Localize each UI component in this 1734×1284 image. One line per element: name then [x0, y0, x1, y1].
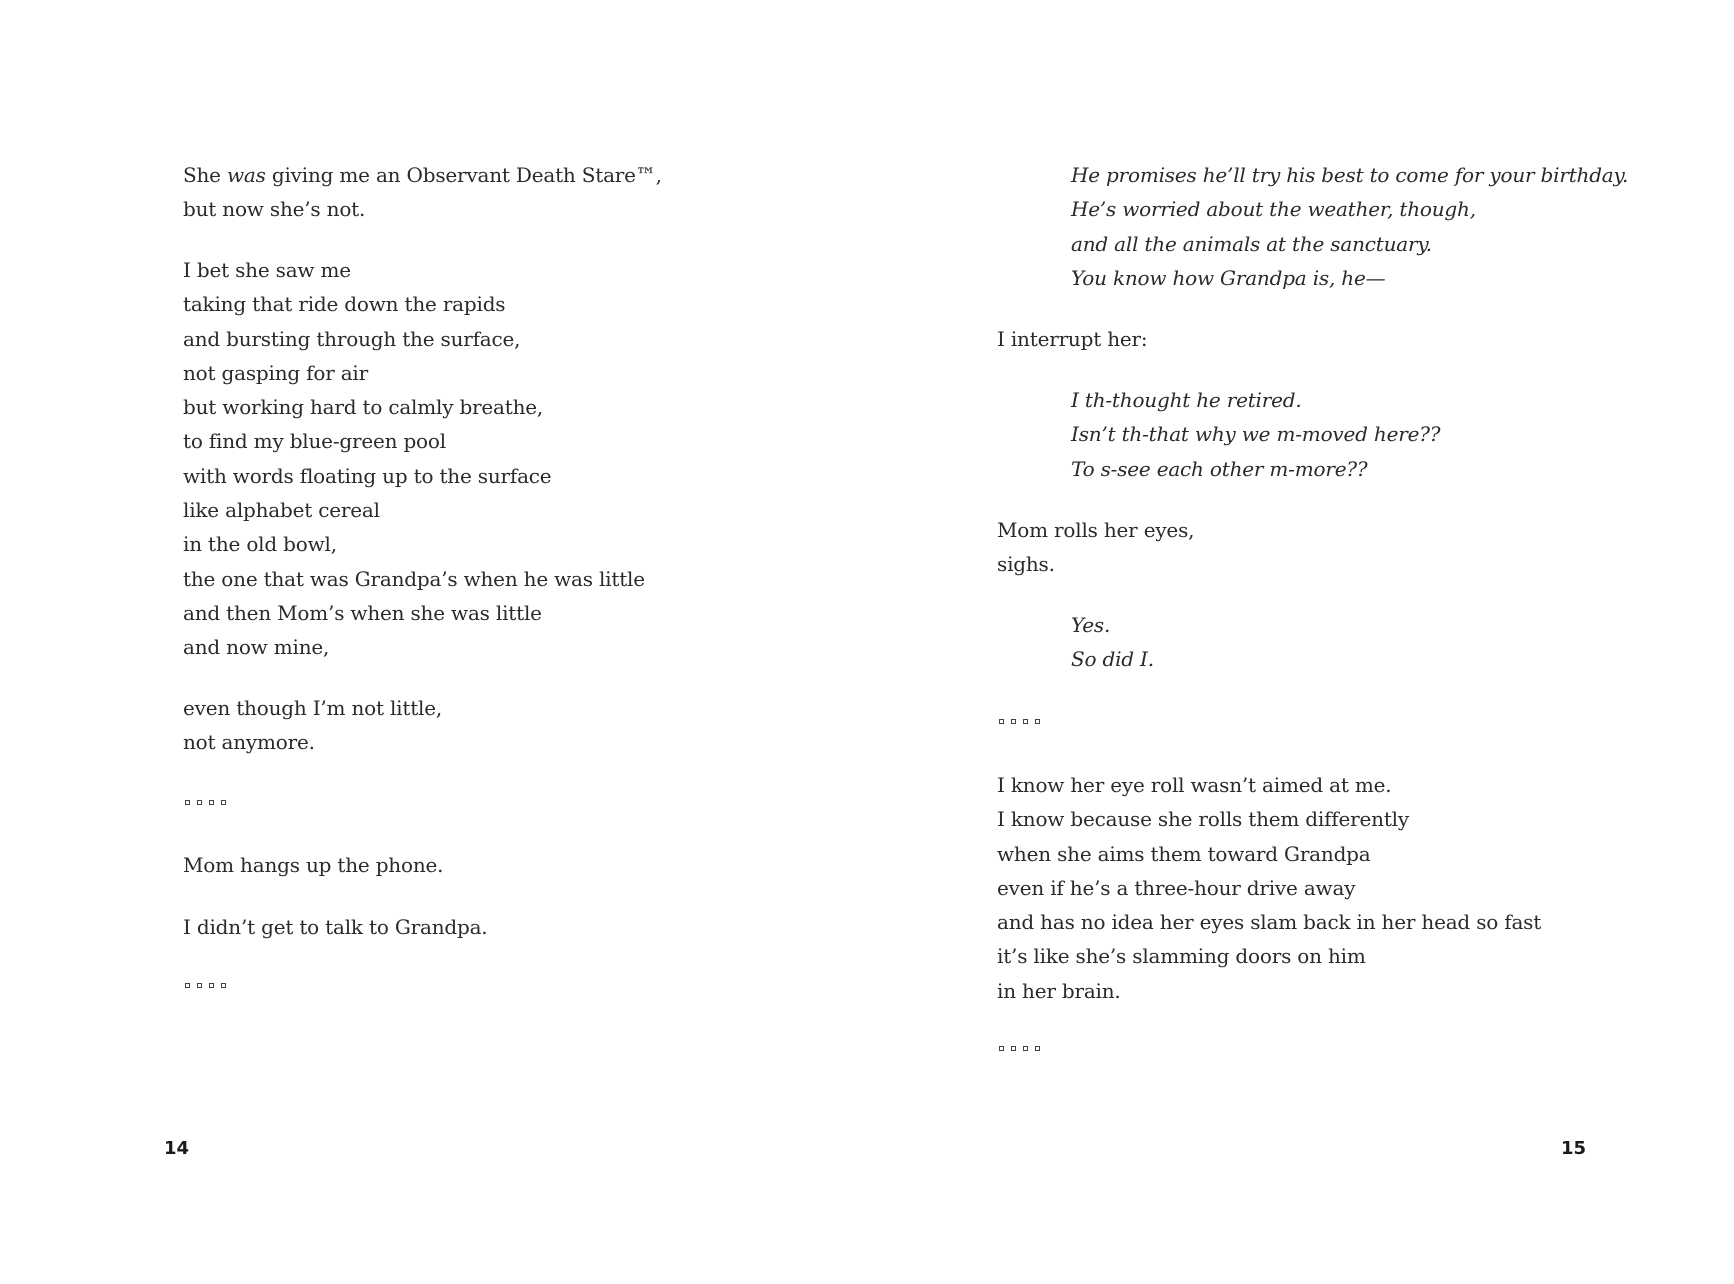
poem-line: sighs.	[997, 552, 1055, 577]
section-break-ornament	[185, 797, 226, 807]
poem-line: and bursting through the surface,	[183, 326, 521, 351]
poem-line: with words floating up to the surface	[183, 463, 552, 488]
stanza-didnt-talk	[183, 910, 487, 944]
poem-line: it’s like she’s slamming doors on him	[997, 944, 1366, 969]
poem-line: to find my blue-green pool	[183, 429, 446, 454]
poem-line: He’s worried about the weather, though,	[1071, 197, 1476, 222]
stanza-stutter-quote	[1071, 383, 1440, 486]
poem-line: and then Mom’s when she was little	[183, 600, 542, 625]
poem-line: not anymore.	[183, 730, 315, 755]
poem-line: taking that ride down the rapids	[183, 292, 506, 317]
poem-line: even though I’m not little,	[183, 696, 443, 720]
poem-line: I interrupt her:	[997, 327, 1148, 351]
poem-line: but now she’s not.	[183, 197, 366, 222]
poem-line: in her brain.	[997, 978, 1121, 1003]
poem-line: I didn’t get to talk to Grandpa.	[183, 915, 488, 939]
poem-line: To s-see each other m-more??	[1071, 456, 1368, 481]
stanza-yes-so-did-i	[1071, 608, 1154, 677]
poem-line: I th-thought he retired.	[1071, 388, 1302, 412]
section-break-ornament	[999, 716, 1040, 726]
stanza-rapids	[183, 253, 645, 665]
poem-line: like alphabet cereal	[183, 498, 380, 523]
poem-line: Mom rolls her eyes,	[997, 518, 1195, 542]
poem-line: He promises he’ll try his best to come for your birthday.	[1071, 163, 1629, 187]
poem-line: You know how Grandpa is, he—	[1071, 265, 1386, 290]
emphasis-text: was	[226, 163, 266, 187]
poem-line: I know her eye roll wasn’t aimed at me.	[997, 773, 1392, 797]
poem-line: I bet she saw me	[183, 258, 351, 282]
poem-line: I know because she rolls them differently	[997, 807, 1409, 832]
poem-line: and has no idea her eyes slam back in her head so fast	[997, 910, 1542, 935]
poem-line: the one that was Grandpa’s when he was little	[183, 566, 645, 591]
stanza-mom-quote-birthday	[1071, 158, 1628, 295]
stanza-not-little	[183, 691, 442, 760]
poem-line: not gasping for air	[183, 360, 368, 385]
stanza-eye-roll	[997, 768, 1541, 1008]
poem-line: Isn’t th-that why we m-moved here??	[1071, 422, 1441, 447]
section-break-ornament	[999, 1043, 1040, 1053]
right-page	[867, 0, 1734, 1284]
stanza-rolls-eyes	[997, 513, 1194, 582]
poem-line: and all the animals at the sanctuary.	[1071, 231, 1432, 256]
poem-line: She was giving me an Observant Death Stare™,	[183, 163, 662, 187]
stanza-death-stare	[183, 158, 662, 227]
poem-line: even if he’s a three-hour drive away	[997, 875, 1356, 900]
stanza-interrupt	[997, 322, 1147, 356]
poem-line: Yes.	[1071, 613, 1111, 637]
stanza-hangs-up	[183, 848, 443, 882]
section-break-ornament	[185, 980, 226, 990]
poem-line: and now mine,	[183, 635, 330, 660]
poem-line: but working hard to calmly breathe,	[183, 395, 544, 420]
poem-line: in the old bowl,	[183, 532, 337, 557]
poem-line: Mom hangs up the phone.	[183, 853, 444, 877]
poem-line: when she aims them toward Grandpa	[997, 841, 1371, 866]
poem-line: So did I.	[1071, 647, 1154, 672]
page-number: 14	[164, 1138, 190, 1159]
page-number: 15	[1561, 1138, 1587, 1159]
